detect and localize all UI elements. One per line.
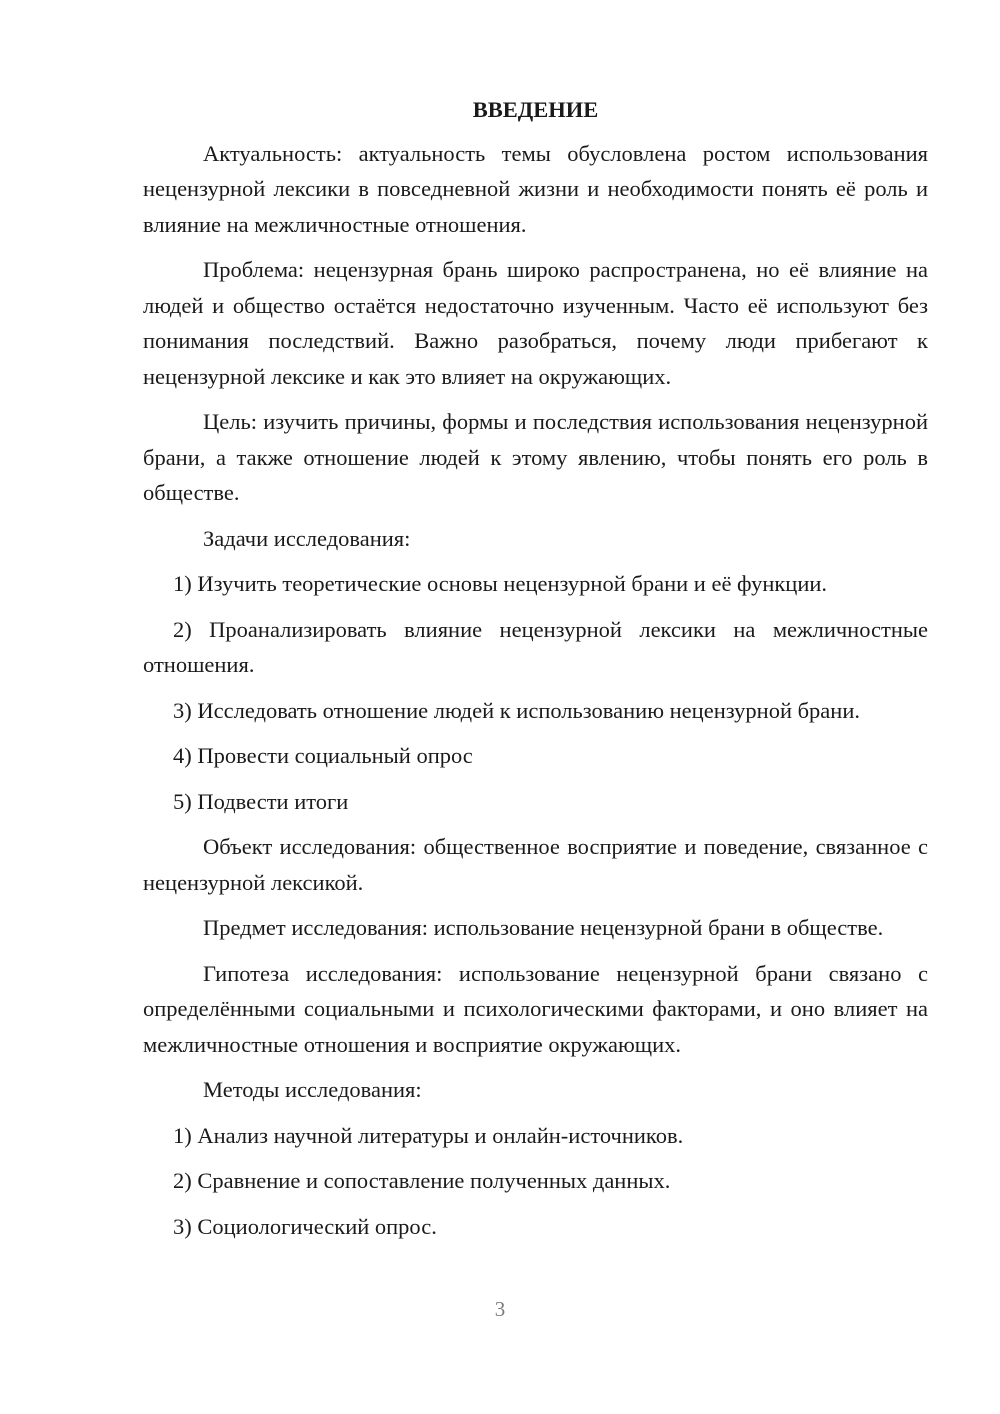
tasks-heading: Задачи исследования: bbox=[203, 525, 411, 551]
task-item-3: 3) Исследовать отношение людей к использованию нецензурной брани. bbox=[173, 697, 860, 723]
paragraph-subject: Предмет исследования: использование нецензурной брани в обществе. bbox=[203, 915, 884, 940]
page-title: ВВЕДЕНИЕ bbox=[472, 97, 599, 122]
methods-heading: Методы исследования: bbox=[203, 1077, 422, 1102]
task-item-1: 1) Изучить теоретические основы нецензурной брани и её функции. bbox=[173, 571, 828, 596]
method-item-1: 1) Анализ научной литературы и онлайн-источников. bbox=[173, 1122, 684, 1148]
paragraph-relevance: Актуальность: актуальность темы обусловлена ростом использования нецензурной лексики в повседневной жизни и необходимости понять её роль и влияние на межличностные отношения. bbox=[143, 140, 928, 237]
paragraph-hypothesis: Гипотеза исследования: использование нецензурной брани связано с определёнными социальными и психологическими факторами, и оно влияет на межличностные отношения и восприятие окружающих. bbox=[143, 960, 928, 1057]
paragraph-goal: Цель: изучить причины, формы и последствия использования нецензурной брани, а также отношение людей к этому явлению, чтобы понять его роль в обществе. bbox=[143, 409, 928, 505]
paragraph-problem: Проблема: нецензурная брань широко распространена, но её влияние на людей и общество остаётся недостаточно изученным. Часто её используют без понимания последствий. Важно разобраться, почему люди прибегают к нецензурной лексике и как это влияет на окружающих. bbox=[143, 257, 928, 389]
task-item-4: 4) Провести социальный опрос bbox=[173, 743, 473, 768]
task-item-2: 2) Проанализировать влияние нецензурной лексики на межличностные отношения. bbox=[143, 616, 928, 677]
method-item-3: 3) Социологический опрос. bbox=[173, 1213, 437, 1239]
method-item-2: 2) Сравнение и сопоставление полученных данных. bbox=[173, 1168, 671, 1193]
task-item-5: 5) Подвести итоги bbox=[173, 788, 349, 814]
page-content bbox=[143, 92, 928, 1254]
paragraph-object: Объект исследования: общественное восприятие и поведение, связанное с нецензурной лексикой. bbox=[143, 834, 928, 895]
page-number: 3 bbox=[494, 1297, 506, 1321]
